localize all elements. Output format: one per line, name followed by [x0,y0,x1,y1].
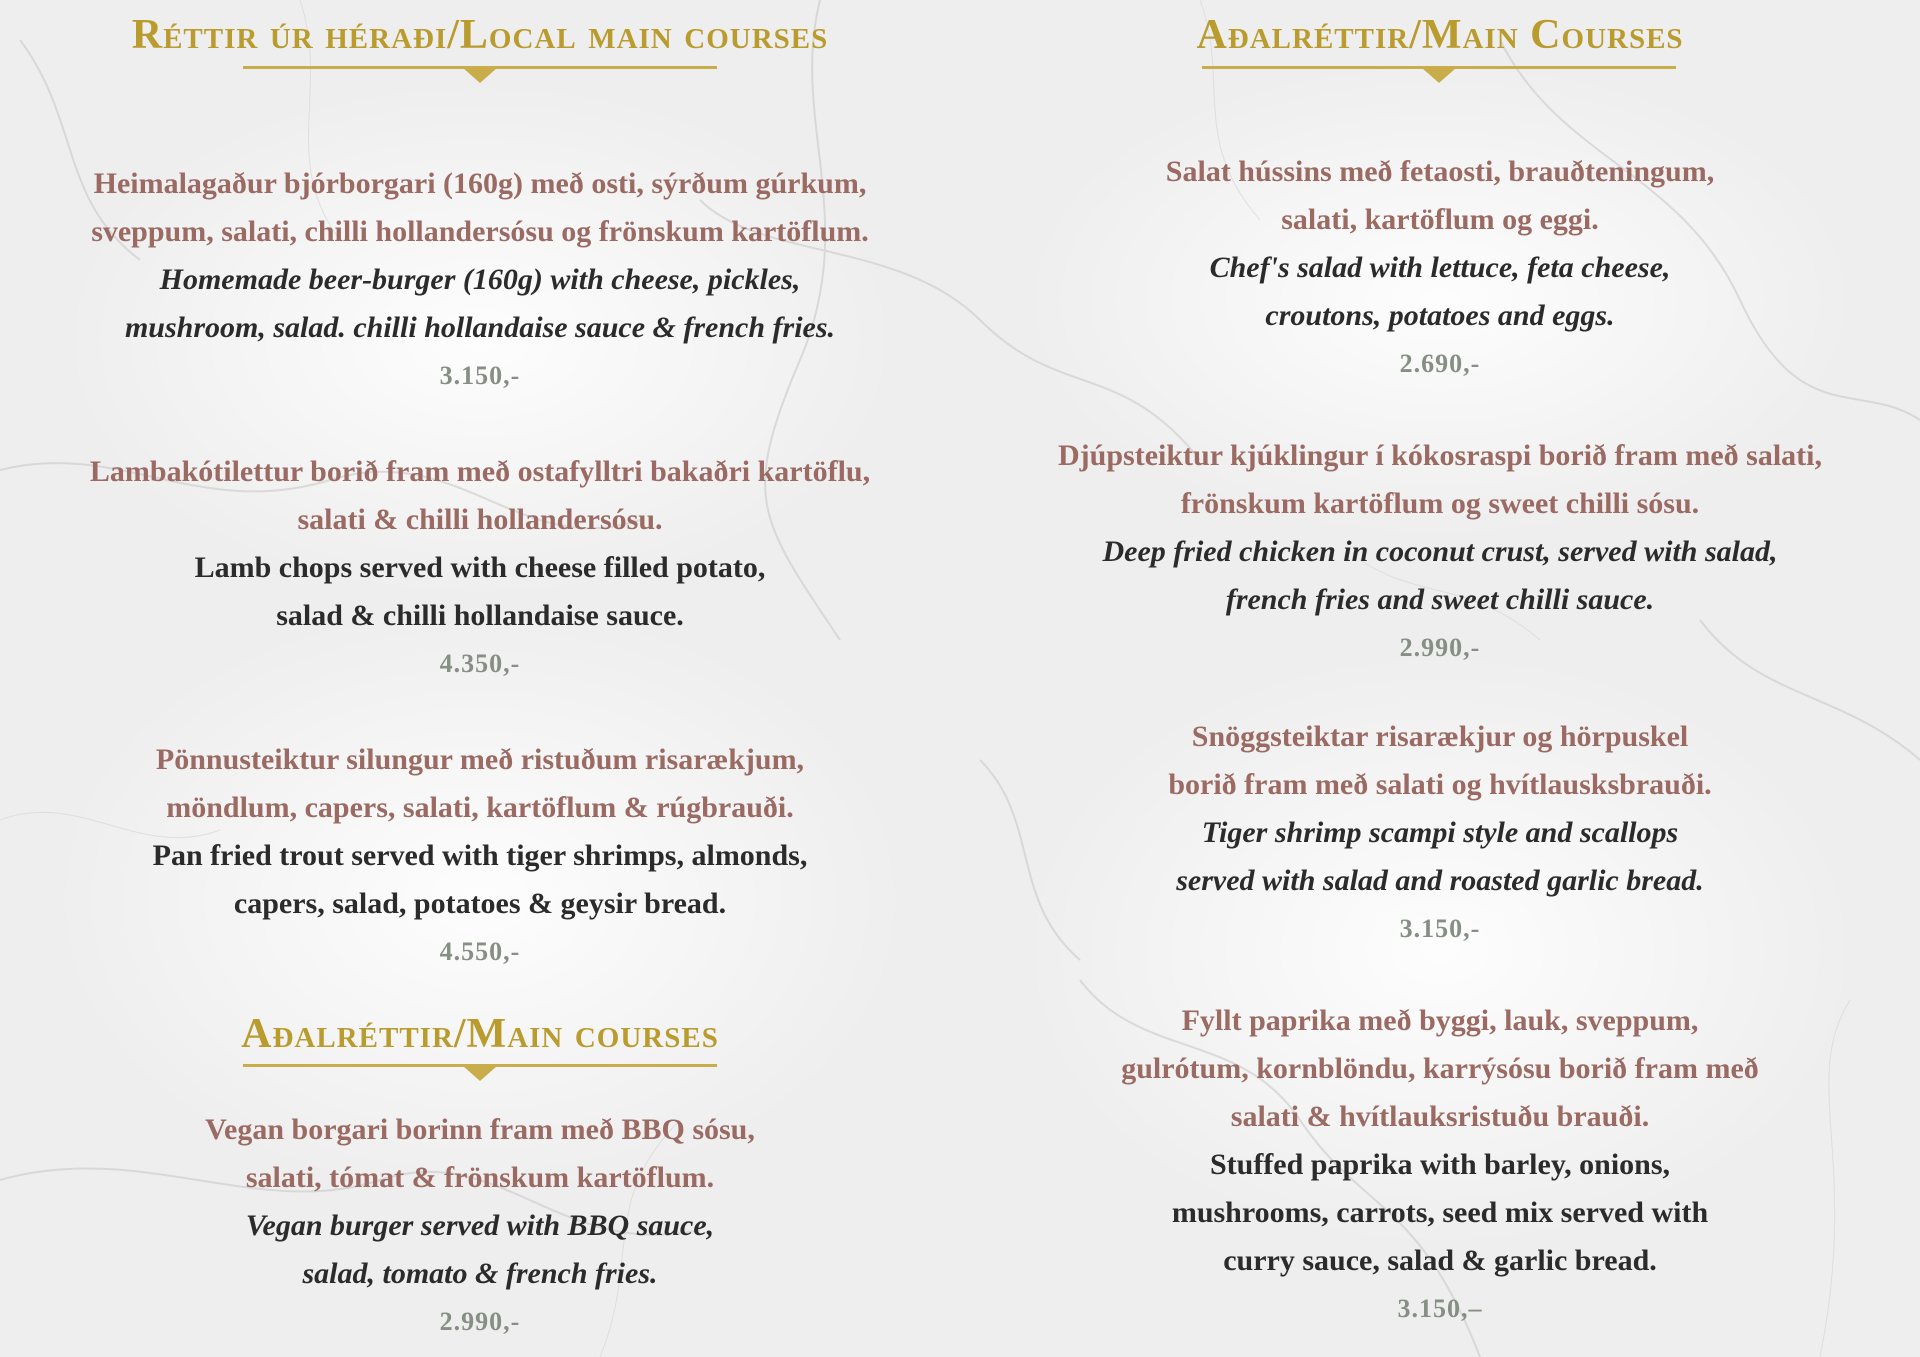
divider-notch-icon [1422,68,1456,83]
item-icelandic-line: salati, tómat & frönskum kartöflum. [245,1161,715,1194]
item-icelandic-line: borið fram með salati og hvítlausksbrauði. [1168,768,1712,801]
item-english-line: Pan fried trout served with tiger shrimps, almonds, [152,839,808,872]
item-english-line: french fries and sweet chilli sauce. [1225,583,1655,616]
item-english-line: salad, tomato & french fries. [302,1257,658,1290]
item-icelandic-line: Djúpsteiktur kjúklingur í kókosraspi borið fram með salati, [1058,439,1822,472]
item-english-line: Tiger shrimp scampi style and scallops [1201,816,1679,849]
item-icelandic-line: Salat hússins með fetaosti, brauðteningum, [1165,155,1715,188]
item-english-line: mushroom, salad. chilli hollandaise sauce & french fries. [124,311,836,344]
item-icelandic-line: salati, kartöflum og eggi. [1281,203,1599,236]
menu-item-house-salad [960,148,1920,388]
item-english-line: Chef's salad with lettuce, feta cheese, [1209,251,1671,284]
local-main-courses-heading: Réttir úr héraði/Local main courses [131,12,829,58]
menu-item-vegan-burger [0,1106,960,1346]
divider-notch-icon [463,1066,497,1081]
main-courses-heading-right: Aðalréttir/Main Courses [1196,12,1684,58]
item-icelandic-line: Lambakótilettur borið fram með ostafylltri bakaðri kartöflu, [89,455,871,488]
menu-item-stuffed-paprika [960,997,1920,1333]
item-icelandic-line: sveppum, salati, chilli hollandersósu og frönskum kartöflum. [91,215,869,248]
item-price: 4.350,- [439,649,521,678]
item-icelandic-line: salati & hvítlauksristuðu brauði. [1230,1100,1650,1133]
heading-divider [243,66,717,69]
item-english-line: salad & chilli hollandaise sauce. [276,599,684,632]
item-icelandic-line: gulrótum, kornblöndu, karrýsósu borið fram með [1121,1052,1759,1085]
main-courses-heading-left: Aðalréttir/Main courses [241,1011,719,1057]
item-icelandic-line: möndlum, capers, salati, kartöflum & rúgbrauði. [166,791,794,824]
item-english-line: mushrooms, carrots, seed mix served with [1171,1196,1709,1229]
menu-item-coconut-chicken [960,432,1920,672]
heading-divider [1202,66,1676,69]
item-english-line: Deep fried chicken in coconut crust, served with salad, [1102,535,1778,568]
item-price: 2.990,- [1399,633,1481,662]
item-price: 2.990,- [439,1307,521,1336]
item-english-line: Vegan burger served with BBQ sauce, [245,1209,715,1242]
menu-item-lamb-chops [0,448,960,688]
item-english-line: curry sauce, salad & garlic bread. [1223,1244,1657,1277]
item-price: 3.150,- [439,361,521,390]
item-icelandic-line: frönskum kartöflum og sweet chilli sósu. [1180,487,1700,520]
item-icelandic-line: Heimalagaður bjórborgari (160g) með osti, sýrðum gúrkum, [93,167,867,200]
menu-item-pan-fried-trout [0,736,960,976]
item-icelandic-line: Vegan borgari borinn fram með BBQ sósu, [205,1113,755,1146]
item-icelandic-line: salati & chilli hollandersósu. [297,503,663,536]
menu-item-beer-burger [0,160,960,400]
item-english-line: Stuffed paprika with barley, onions, [1209,1148,1671,1181]
item-english-line: Lamb chops served with cheese filled potato, [194,551,766,584]
divider-notch-icon [463,68,497,83]
item-icelandic-line: Fyllt paprika með byggi, lauk, sveppum, [1181,1004,1699,1037]
menu-item-shrimp-scallops [960,713,1920,953]
item-price: 2.690,- [1399,349,1481,378]
heading-divider [243,1064,717,1067]
item-english-line: Homemade beer-burger (160g) with cheese, pickles, [159,263,801,296]
item-english-line: capers, salad, potatoes & geysir bread. [233,887,727,920]
item-icelandic-line: Snöggsteiktar risarækjur og hörpuskel [1191,720,1689,753]
item-english-line: served with salad and roasted garlic bread. [1176,864,1704,897]
item-price: 3.150,– [1397,1294,1483,1323]
item-icelandic-line: Pönnusteiktur silungur með ristuðum risarækjum, [155,743,805,776]
item-price: 4.550,- [439,937,521,966]
item-english-line: croutons, potatoes and eggs. [1265,299,1615,332]
item-price: 3.150,- [1399,914,1481,943]
